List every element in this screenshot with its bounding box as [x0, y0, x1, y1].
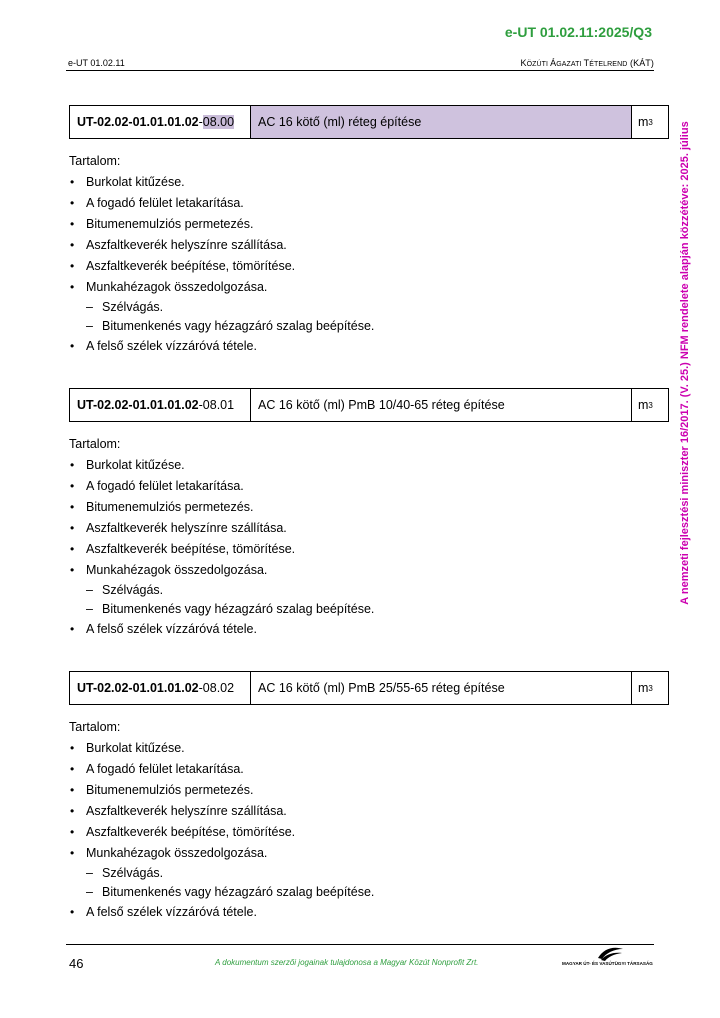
copyright-notice: A dokumentum szerzői jogainak tulajdonosa a Magyar Közút Nonprofit Zrt.	[215, 958, 479, 967]
item-unit-base: m	[638, 398, 649, 412]
list-item: • Aszfaltkeverék beépítése, tömörítése.	[69, 256, 649, 277]
item-unit-exp: 3	[648, 683, 653, 693]
sub-list-item: – Bitumenkenés vagy hézagzáró szalag beépítése.	[69, 883, 649, 902]
item-code-suffix: 08.02	[202, 681, 235, 695]
list-item: • Aszfaltkeverék helyszínre szállítása.	[69, 518, 649, 539]
list-item: • Munkahézagok összedolgozása.	[69, 560, 649, 581]
sub-list-item: – Szélvágás.	[69, 298, 649, 317]
header-left: e-UT 01.02.11	[68, 58, 125, 68]
item-content-2	[69, 434, 649, 640]
header-right	[520, 58, 654, 68]
list-item: • Munkahézagok összedolgozása.	[69, 843, 649, 864]
item-unit	[632, 389, 668, 421]
header-rule	[66, 70, 654, 71]
list-item: • A felső szélek vízzáróvá tétele.	[69, 336, 649, 357]
page-number: 46	[69, 956, 84, 971]
item-code	[70, 672, 251, 704]
logo	[562, 946, 656, 970]
sub-list-item: – Bitumenkenés vagy hézagzáró szalag beépítése.	[69, 600, 649, 619]
item-unit-exp: 3	[648, 117, 653, 127]
footer-rule	[66, 944, 654, 945]
document-id: e-UT 01.02.11:2025/Q3	[504, 24, 652, 40]
sub-list-item: – Bitumenkenés vagy hézagzáró szalag beépítése.	[69, 317, 649, 336]
header-right-1: ÖZÚTI	[526, 61, 551, 68]
item-code-sep: -	[198, 115, 203, 129]
list-item: • Bitumenemulziós permetezés.	[69, 497, 649, 518]
item-description: AC 16 kötő (ml) réteg építése	[251, 106, 632, 138]
item-code-suffix[interactable]: 08.00	[202, 115, 235, 129]
item-unit-base: m	[638, 681, 649, 695]
header-right-abbr: (KÁT)	[627, 58, 654, 68]
list-item: • A felső szélek vízzáróvá tétele.	[69, 619, 649, 640]
header-right-t: T	[583, 58, 590, 68]
list-item: • Bitumenemulziós permetezés.	[69, 780, 649, 801]
content-label: Tartalom:	[69, 154, 121, 168]
item-unit-exp: 3	[648, 400, 653, 410]
item-description: AC 16 kötő (ml) PmB 10/40-65 réteg építése	[251, 389, 632, 421]
item-unit	[632, 672, 668, 704]
list-item: • Burkolat kitűzése.	[69, 172, 649, 193]
content-label: Tartalom:	[69, 437, 121, 451]
item-code-suffix: 08.01	[202, 398, 235, 412]
header-right-a: Á	[550, 58, 557, 68]
list-item: • Aszfaltkeverék helyszínre szállítása.	[69, 801, 649, 822]
item-code-bold: UT-02.02-01.01.01.02	[77, 398, 199, 412]
header-right-2: GAZATI	[556, 61, 584, 68]
list-item: • Aszfaltkeverék beépítése, tömörítése.	[69, 822, 649, 843]
header-right-k: K	[520, 58, 527, 68]
list-item: • A fogadó felület letakarítása.	[69, 759, 649, 780]
list-item: • Munkahézagok összedolgozása.	[69, 277, 649, 298]
list-item: • Aszfaltkeverék beépítése, tömörítése.	[69, 539, 649, 560]
item-table-1	[69, 105, 669, 139]
item-code	[70, 106, 251, 138]
item-table-3	[69, 671, 669, 705]
item-table-2	[69, 388, 669, 422]
header-right-3: ÉTELREND	[589, 61, 628, 68]
item-content-3	[69, 717, 649, 923]
item-code-sep: -	[198, 681, 203, 695]
list-item: • Bitumenemulziós permetezés.	[69, 214, 649, 235]
list-item: • A fogadó felület letakarítása.	[69, 476, 649, 497]
logo-mark-icon	[596, 946, 624, 962]
content-label: Tartalom:	[69, 720, 121, 734]
item-code-bold: UT-02.02-01.01.01.02	[77, 681, 199, 695]
list-item: • Burkolat kitűzése.	[69, 738, 649, 759]
sub-list-item: – Szélvágás.	[69, 864, 649, 883]
item-code-bold: UT-02.02-01.01.01.02	[77, 115, 199, 129]
list-item: • Aszfaltkeverék helyszínre szállítása.	[69, 235, 649, 256]
item-unit-base: m	[638, 115, 649, 129]
list-item: • A fogadó felület letakarítása.	[69, 193, 649, 214]
item-code	[70, 389, 251, 421]
item-description: AC 16 kötő (ml) PmB 25/55-65 réteg építése	[251, 672, 632, 704]
list-item: • Burkolat kitűzése.	[69, 455, 649, 476]
item-unit	[632, 106, 668, 138]
logo-text: MAGYAR ÚT- ÉS VASÚTÜGYI TÁRSASÁG	[562, 961, 653, 966]
list-item: • A felső szélek vízzáróvá tétele.	[69, 902, 649, 923]
sub-list-item: – Szélvágás.	[69, 581, 649, 600]
item-content-1	[69, 151, 649, 357]
side-note-text: A nemzeti fejlesztési miniszter 16/2017. (V. 25.) NFM rendelete alapján közzétéve: 2025. július	[679, 121, 691, 605]
item-code-sep: -	[198, 398, 203, 412]
side-note	[676, 97, 694, 629]
